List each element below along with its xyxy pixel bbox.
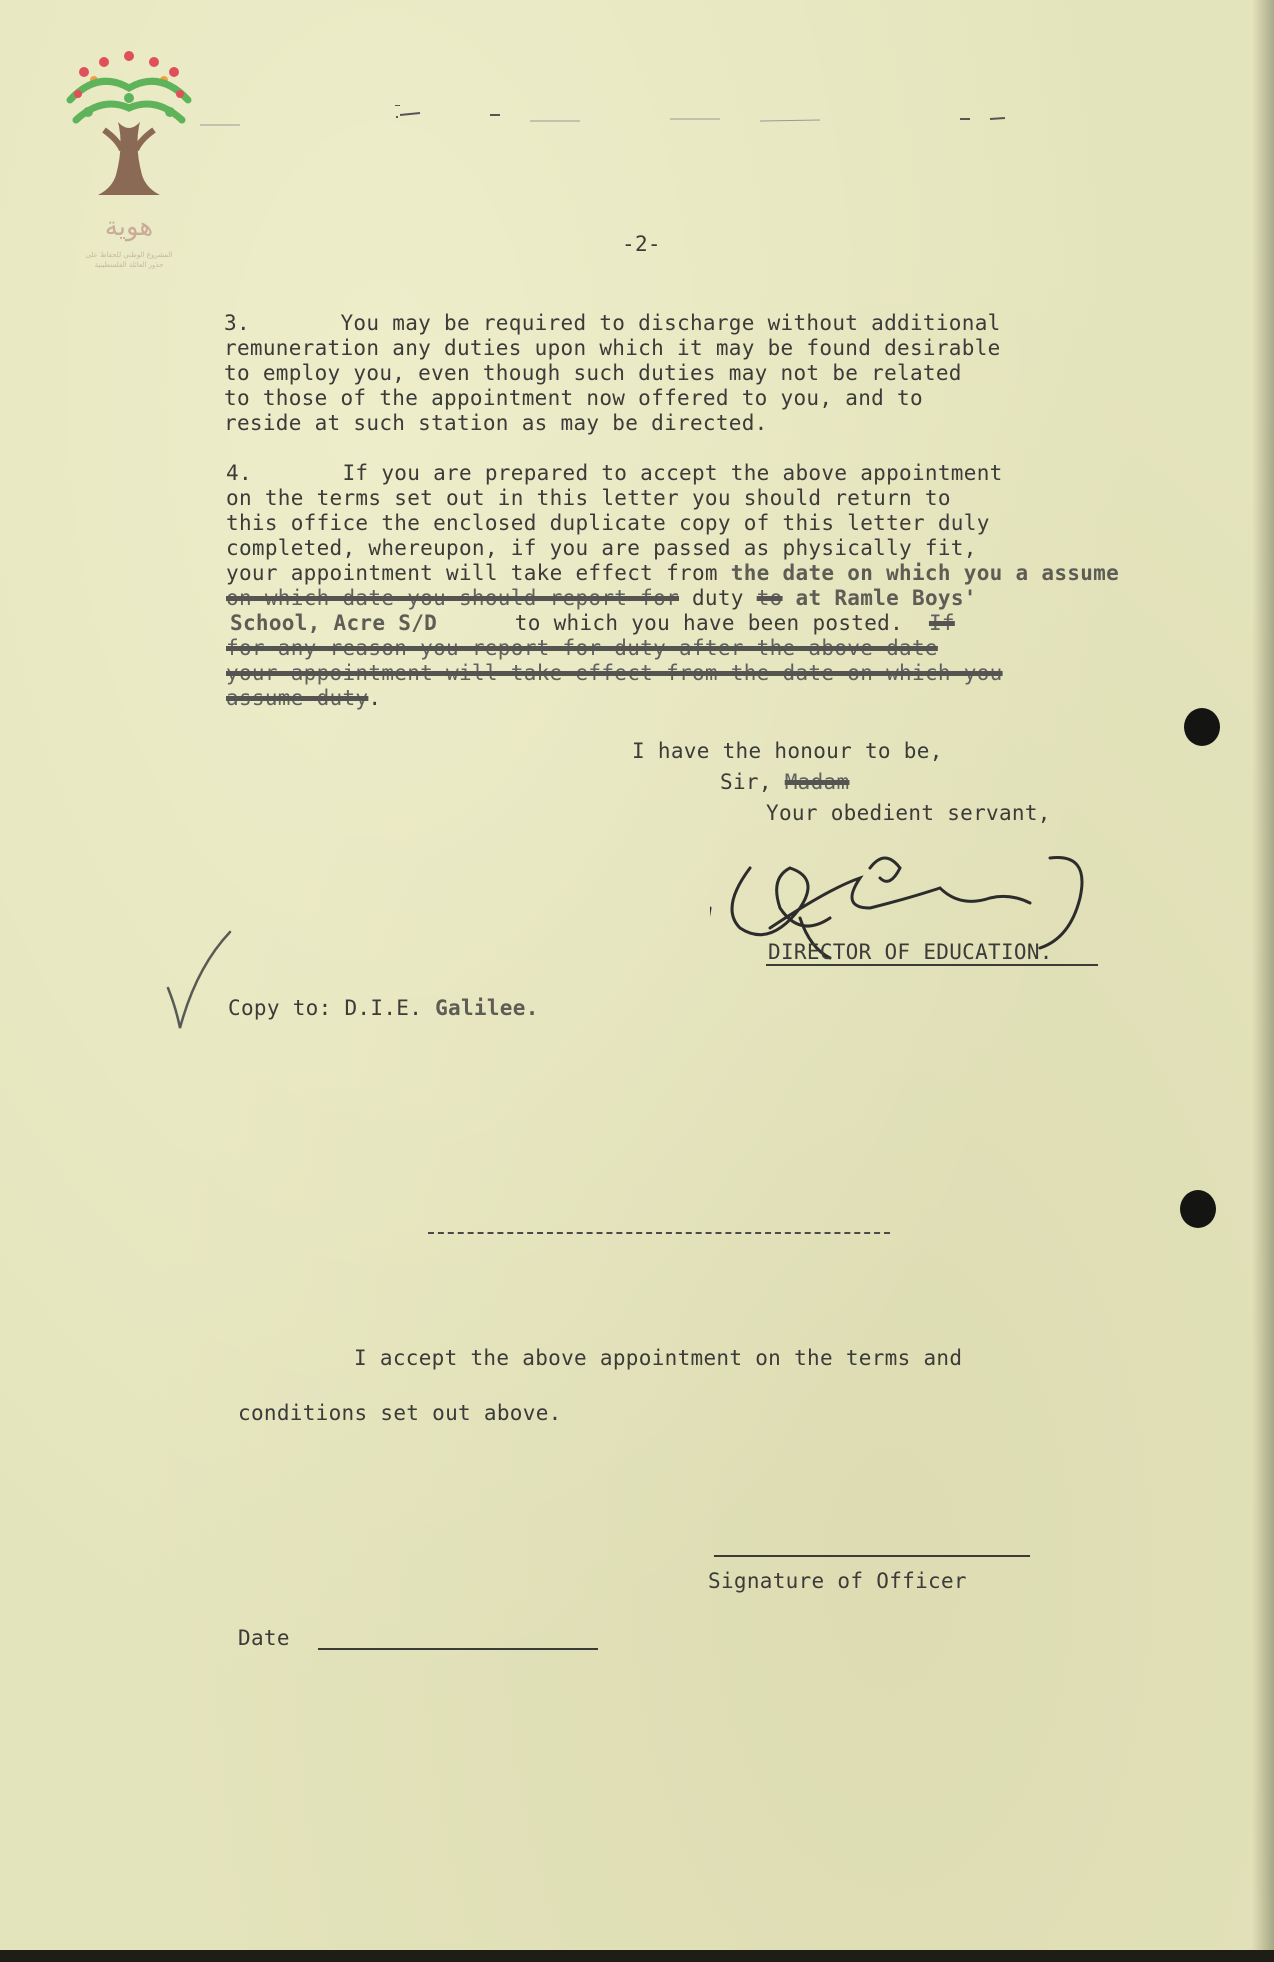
svg-text:هوية: هوية [104,212,154,242]
struck-text: assume duty [226,686,369,710]
closing-salutation [720,770,849,796]
handwritten-signature [710,848,1130,1008]
struck-text: If [928,611,955,635]
paragraph-4-line: on the terms set out in this letter you should return to [226,486,951,510]
inserted-text: at Ramle Boys' [782,586,977,610]
typed-text: Sir, [720,770,785,794]
acceptance-line: I accept the above appointment on the terms and [354,1346,963,1370]
paragraph-4-line: 4. If you are prepared to accept the above appointment [226,461,1003,485]
paragraph-4-line [226,586,977,612]
officer-signature-line [714,1555,1030,1557]
paragraph-4-line [226,686,381,712]
copy-to-label: Copy to: D.I.E. [228,996,436,1020]
scan-marks [200,105,1200,135]
typed-text: . [368,686,382,710]
logo-caption [58,250,200,270]
paragraph-3-line: reside at such station as may be directed. [224,411,768,435]
inserted-text: School, Acre S/D [230,611,438,635]
logo-caption-line1: المشروع الوطني للحفاظ على [85,251,173,259]
logo-caption-line2: جذور العائلة الفلسطينية [94,261,164,269]
struck-text: Madam [784,770,850,794]
typed-text: to which you have been posted. [437,611,929,635]
paragraph-3-line: remuneration any duties upon which it may be found desirable [224,336,1001,360]
paragraph-4-line: completed, whereupon, if you are passed as physically fit, [226,536,977,560]
signatory-title: DIRECTOR OF EDUCATION. [768,940,1053,964]
page-number: -2- [622,232,661,256]
closing-line: Your obedient servant, [766,801,1051,825]
punch-hole [1184,708,1220,746]
struck-text: your appointment will take effect from the date on which you [226,661,1003,685]
typed-text: duty [679,586,757,610]
date-line [318,1648,598,1650]
paragraph-4-line [226,561,1119,587]
separator-line [428,1232,890,1234]
copy-to-value: Galilee. [435,996,539,1020]
closing-line: I have the honour to be, [632,739,943,763]
paragraph-3-line: to employ you, even though such duties may not be related [224,361,962,385]
date-label: Date [238,1626,290,1650]
acceptance-line: conditions set out above. [238,1401,562,1425]
struck-text: for any reason you report for duty after the above date [226,636,938,660]
typed-text: your appointment will take effect from [226,561,731,585]
check-mark-icon [166,928,236,1038]
paragraph-4-line [226,636,938,662]
paragraph-4-line: this office the enclosed duplicate copy of this letter duly [226,511,990,535]
signature-underline [766,964,1098,966]
paragraph-3-line: to those of the appointment now offered to you, and to [224,386,923,410]
paragraph-4-line [230,611,955,637]
copy-to [228,996,539,1022]
family-tree-logo-icon [58,50,200,265]
inserted-text: the date on which you a assume [730,561,1120,585]
page-edge-shadow [1252,0,1274,1962]
struck-text: on which date you should report for [226,586,680,610]
punch-hole [1180,1190,1216,1228]
paragraph-4-line [226,661,1003,687]
page-bottom-edge [0,1950,1274,1962]
paragraph-3-line: 3. You may be required to discharge without additional [224,311,1001,335]
struck-text: to [756,586,783,610]
signature-label: Signature of Officer [708,1569,967,1593]
